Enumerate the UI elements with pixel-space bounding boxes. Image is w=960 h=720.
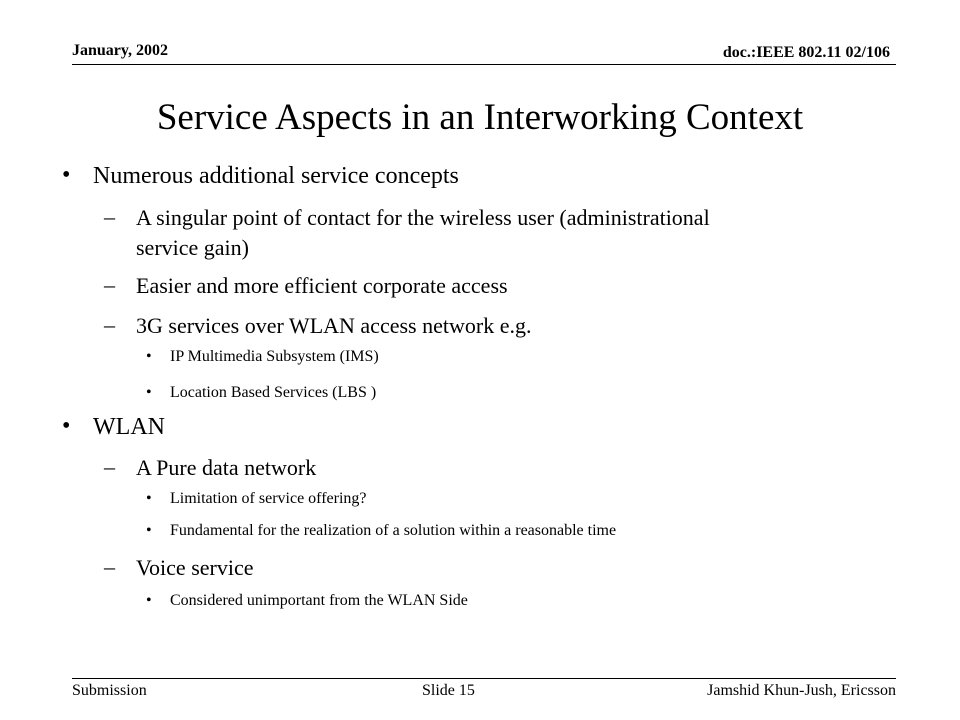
item-unimportant: Considered unimportant from the WLAN Side bbox=[170, 592, 468, 609]
dash-icon: – bbox=[104, 554, 115, 579]
sub-bullet-corporate-access: Easier and more efficient corporate access bbox=[136, 273, 508, 298]
item-lbs: Location Based Services (LBS ) bbox=[170, 384, 377, 401]
header-date: January, 2002 bbox=[72, 42, 169, 59]
bullet-icon: • bbox=[146, 384, 152, 401]
item-limitation: Limitation of service offering? bbox=[170, 490, 367, 507]
bullet-icon: • bbox=[146, 522, 152, 539]
bullet-icon: • bbox=[62, 162, 71, 188]
header-rule bbox=[72, 64, 896, 65]
dash-icon: – bbox=[104, 312, 115, 337]
bullet-icon: • bbox=[146, 592, 152, 609]
sub-bullet-single-contact-line2: service gain) bbox=[136, 235, 249, 260]
bullet-numerous-concepts: Numerous additional service concepts bbox=[93, 163, 459, 189]
footer-rule bbox=[72, 678, 896, 679]
sub-bullet-pure-data: A Pure data network bbox=[136, 455, 317, 480]
header-doc-id: doc.:IEEE 802.11 02/106 bbox=[722, 44, 890, 61]
bullet-wlan: WLAN bbox=[93, 414, 165, 440]
footer-author: Jamshid Khun-Jush, Ericsson bbox=[707, 682, 896, 699]
sub-bullet-voice-service: Voice service bbox=[136, 555, 254, 580]
bullet-icon: • bbox=[62, 413, 71, 439]
bullet-icon: • bbox=[146, 490, 152, 507]
sub-bullet-3g-services: 3G services over WLAN access network e.g. bbox=[136, 313, 532, 338]
dash-icon: – bbox=[104, 454, 115, 479]
footer-submission: Submission bbox=[72, 682, 147, 699]
item-ims: IP Multimedia Subsystem (IMS) bbox=[170, 348, 379, 365]
slide-title: Service Aspects in an Interworking Context bbox=[156, 97, 804, 138]
item-fundamental: Fundamental for the realization of a solution within a reasonable time bbox=[170, 522, 617, 539]
footer-slide-number: Slide 15 bbox=[422, 682, 475, 699]
dash-icon: – bbox=[104, 204, 115, 229]
dash-icon: – bbox=[104, 272, 115, 297]
bullet-icon: • bbox=[146, 348, 152, 365]
sub-bullet-single-contact-line1: A singular point of contact for the wireless user (administrational bbox=[136, 205, 710, 230]
